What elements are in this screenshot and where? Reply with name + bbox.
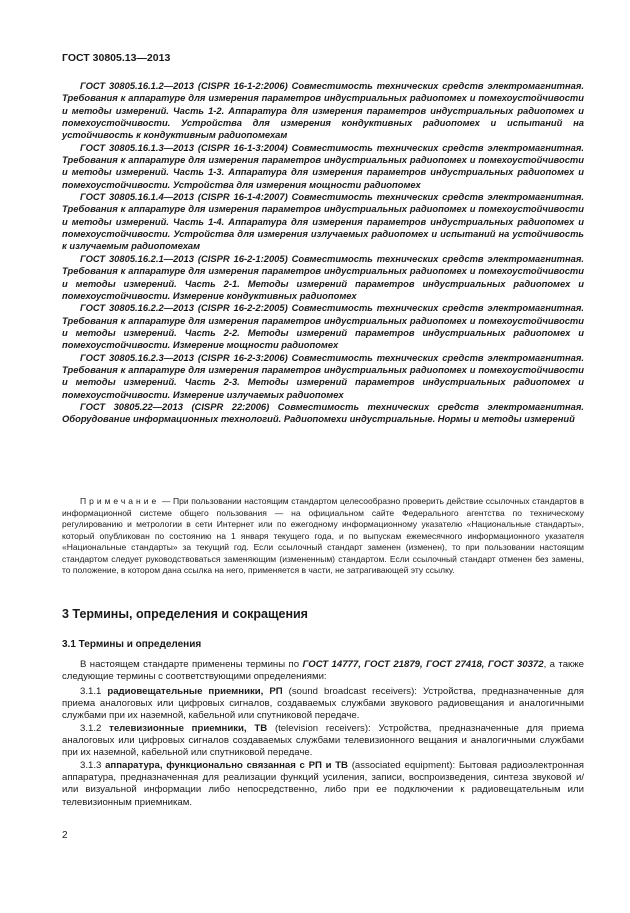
intro-standards: ГОСТ 14777, ГОСТ 21879, ГОСТ 27418, ГОСТ 30372 [302, 659, 544, 670]
term-name: аппаратура, функционально связанная с РП и ТВ [105, 759, 348, 771]
term-item: 3.1.1 радиовещательные приемники, РП (sound broadcast receivers): Устройства, предназначенные для приема аналоговых или цифровых сигналов, создаваемых службами звукового радиовещания и аналогичными службами при их наземной, кабельной или спутниковой передаче. [62, 685, 584, 722]
reference-item: ГОСТ 30805.16.2.1—2013 (CISPR 16-2-1:2005) Совместимость технических средств электромагнитная. Требования к аппаратуре для измерения параметров индустриальных радиопомех и помехоустойчивости и методы измерений. Часть 2-1. Методы измерений параметров индустриальных радиопомех и помехоустойчивости. Измерение кондуктивных радиопомех [62, 252, 584, 301]
reference-item: ГОСТ 30805.16.1.4—2013 (CISPR 16-1-4:2007) Совместимость технических средств электромагнитная. Требования к аппаратуре для измерения параметров индустриальных радиопомех и помехоустойчивости и методы измерений. Часть 1-4. Аппаратура для измерения параметров индустриальных радиопомех и помехоустойчивости. Устройства для измерения излучаемых радиопомех и испытаний на устойчивость к излучаемым радиопомехам [62, 191, 584, 252]
page-number: 2 [62, 830, 68, 841]
note-text: — При пользовании настоящим стандартом целесообразно проверить действие ссылочных стандартов в информационной системе общего пользования — на официальном сайте Федерального агентства по техническому регулированию и метрологии в сети Интернет или по ежегодному информационному указателю «Национальные стандарты», который опубликован по состоянию на 1 января текущего года, и по выпускам ежемесячного информационного указателя «Национальные стандарты» за текущий год. Если ссылочный стандарт заменен (изменен), то при пользовании настоящим стандартом следует руководствоваться заменяющим (измененным) стандартом. Если ссылочный стандарт отменен без замены, то положение, в котором дана ссылка на него, применяется в части, не затрагивающей эту ссылку. [62, 496, 584, 575]
section-title: 3 Термины, определения и сокращения [62, 607, 308, 621]
term-definition: (associated equipment): Бытовая радиоэлектронная аппаратура, предназначенная для реализации функций усиления, записи, воспроизведения, синтеза звуковой и/или визуальной информации либо непосредственно, либо при ее подключении к радиовещательным или телевизионным приемникам. [62, 759, 584, 808]
reference-item: ГОСТ 30805.22—2013 (CISPR 22:2006) Совместимость технических средств электромагнитная. Оборудование информационных технологий. Радиопомехи индустриальные. Нормы и методы измерений [62, 400, 584, 425]
term-name: телевизионные приемники, ТВ [109, 722, 268, 734]
intro-paragraph: В настоящем стандарте применены термины по ГОСТ 14777, ГОСТ 21879, ГОСТ 27418, ГОСТ 30372, а также следующие термины с соответствующими определениями: [62, 659, 584, 683]
note-label: Примечание [80, 496, 160, 506]
terms-body [62, 659, 584, 809]
subsection-title: 3.1 Термины и определения [62, 639, 202, 650]
term-name: радиовещательные приемники, РП [107, 685, 283, 697]
note-block [62, 496, 584, 577]
reference-item: ГОСТ 30805.16.2.3—2013 (CISPR 16-2-3:2006) Совместимость технических средств электромагнитная. Требования к аппаратуре для измерения параметров индустриальных радиопомех и помехоустойчивости и методы измерений. Часть 2-3. Методы измерений параметров индустриальных радиопомех и помехоустойчивости. Измерение излучаемых радиопомех [62, 351, 584, 400]
document-header: ГОСТ 30805.13—2013 [62, 52, 171, 64]
term-item: 3.1.2 телевизионные приемники, ТВ (television receivers): Устройства, предназначенные для приема аналоговых или цифровых сигналов создаваемых службами телевизионного вещания и аналогичными службами при их наземной, кабельной или спутниковой передаче. [62, 722, 584, 759]
reference-item: ГОСТ 30805.16.1.2—2013 (CISPR 16-1-2:2006) Совместимость технических средств электромагнитная. Требования к аппаратуре для измерения параметров индустриальных радиопомех и помехоустойчивости и методы измерений. Часть 1-2. Аппаратура для измерения параметров индустриальных радиопомех и помехоустойчивости. Устройства для измерения кондуктивных радиопомех и испытаний на устойчивость к кондуктивным радиопомехам [62, 80, 584, 141]
reference-item: ГОСТ 30805.16.1.3—2013 (CISPR 16-1-3:2004) Совместимость технических средств электромагнитная. Требования к аппаратуре для измерения параметров индустриальных радиопомех и помехоустойчивости и методы измерений. Часть 1-3. Аппаратура для измерения параметров индустриальных радиопомех и помехоустойчивости. Устройства для измерения мощности радиопомех [62, 141, 584, 190]
term-definition: (television receivers): Устройства, предназначенные для приема аналоговых или цифровых сигналов создаваемых службами телевизионного вещания и аналогичными службами при их наземной, кабельной или спутниковой передаче. [62, 722, 584, 759]
normative-references [62, 80, 584, 426]
reference-item: ГОСТ 30805.16.2.2—2013 (CISPR 16-2-2:2005) Совместимость технических средств электромагнитная. Требования к аппаратуре для измерения параметров индустриальных радиопомех и помехоустойчивости и методы измерений. Часть 2-2. Методы измерений параметров индустриальных радиопомех и помехоустойчивости. Измерение мощности радиопомех [62, 302, 584, 351]
term-item: 3.1.3 аппаратура, функционально связанная с РП и ТВ (associated equipment): Бытовая радиоэлектронная аппаратура, предназначенная для реализации функций усиления, записи, воспроизведения, синтеза звуковой и/или визуальной информации либо непосредственно, либо при ее подключении к радиовещательным или телевизионным приемникам. [62, 759, 584, 808]
term-definition: (sound broadcast receivers): Устройства, предназначенные для приема аналоговых или цифровых сигналов, создаваемых службами звукового радиовещания и аналогичными службами при их наземной, кабельной или спутниковой передаче. [62, 685, 584, 722]
